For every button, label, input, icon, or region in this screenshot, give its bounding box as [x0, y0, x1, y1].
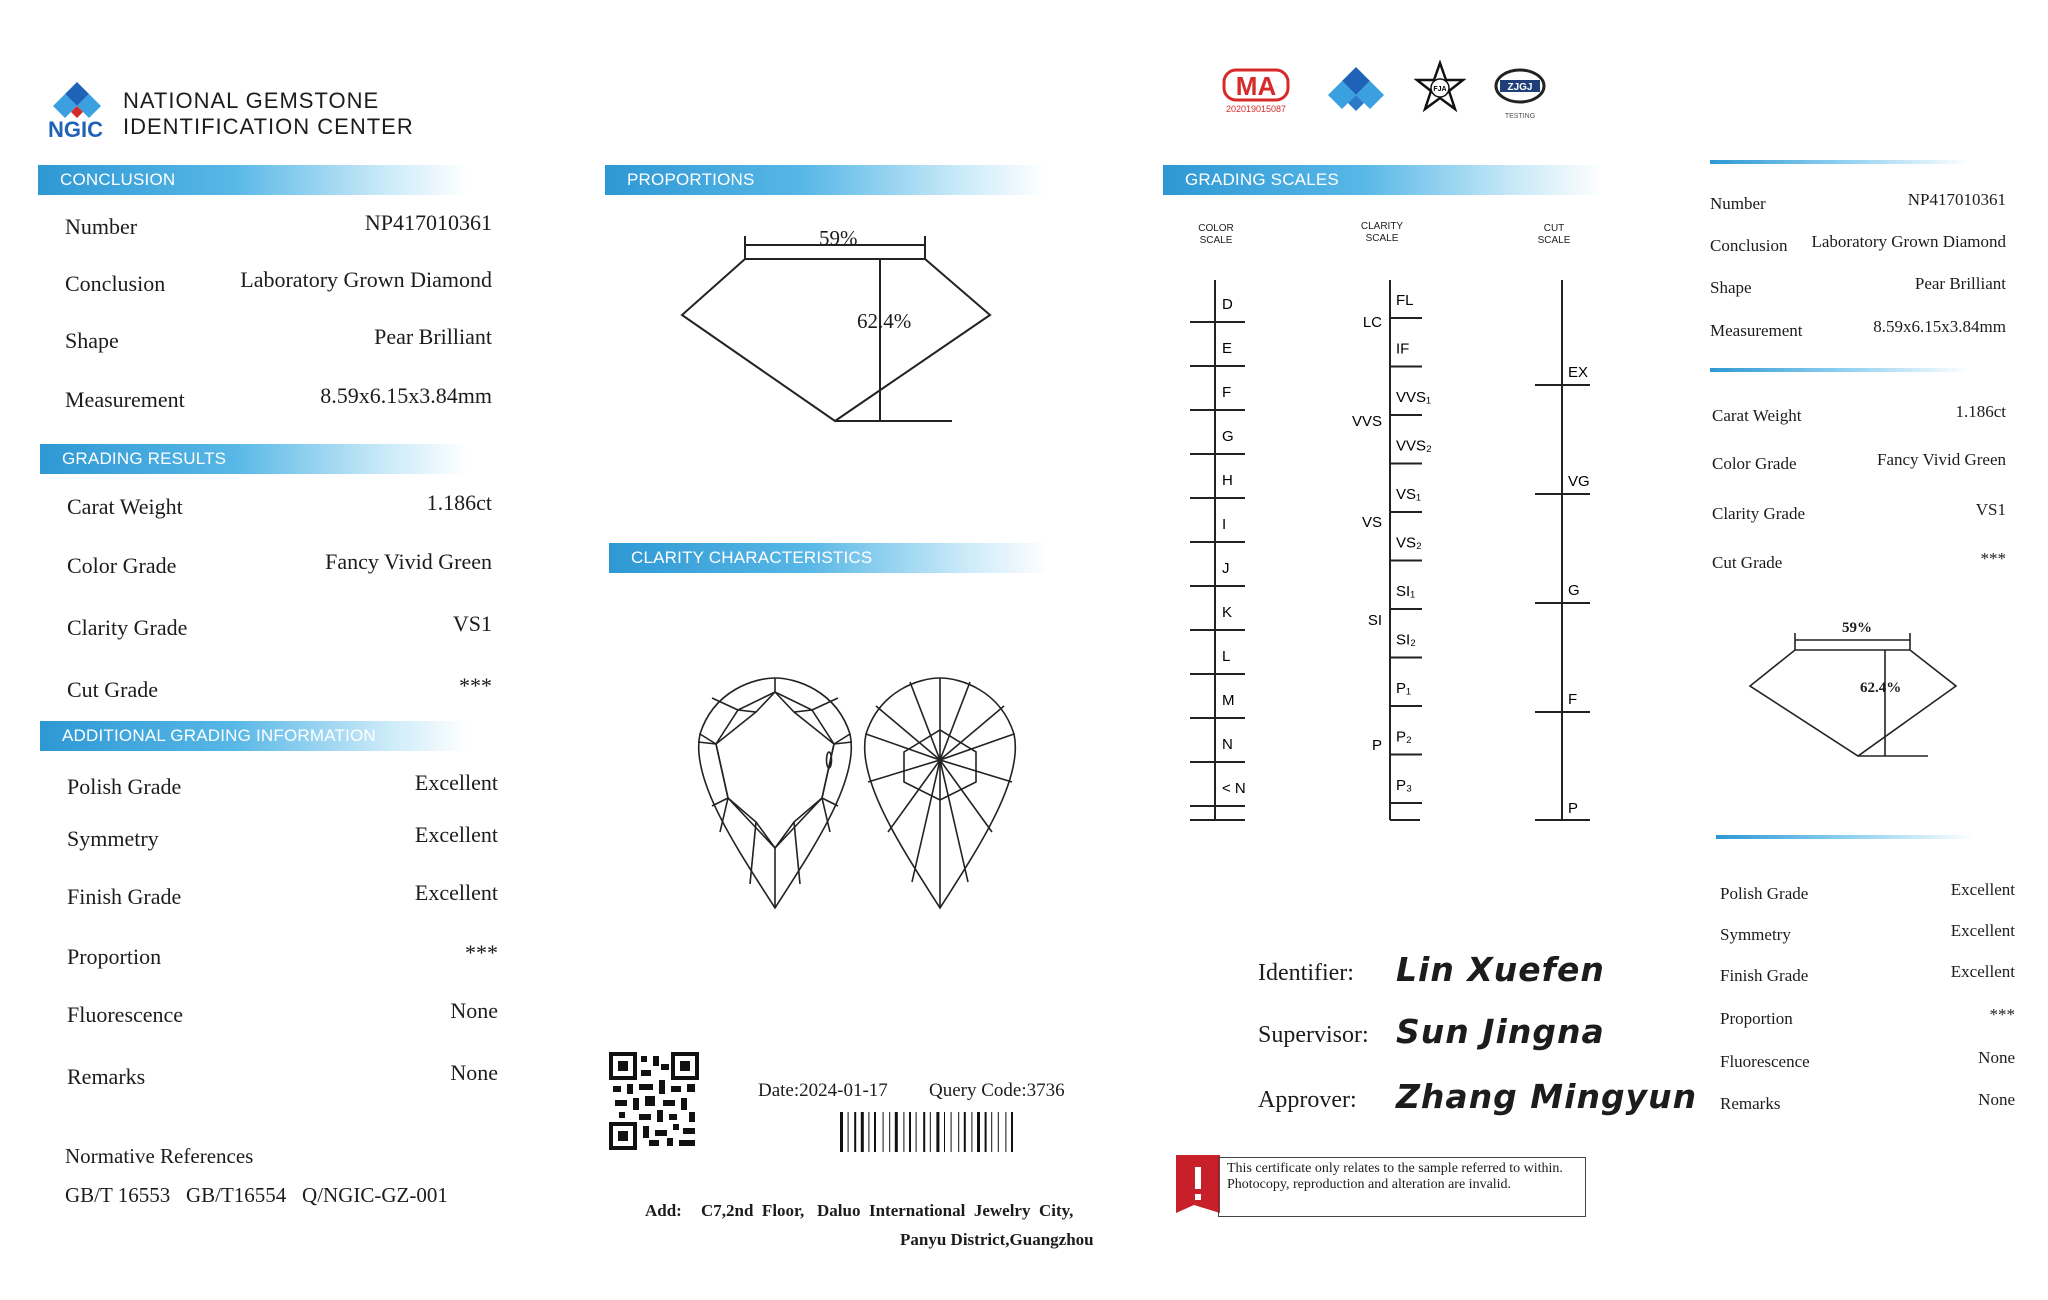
row-label: Carat Weight — [1712, 406, 1802, 425]
row-label: Measurement — [1710, 321, 1803, 340]
row-value: NP417010361 — [1907, 190, 2006, 209]
summary-proportion-diagram — [1740, 622, 1970, 762]
clarity-scale-title — [1356, 221, 1408, 245]
row-value: *** — [1989, 1005, 2015, 1024]
zjgj-mark-icon — [1492, 66, 1552, 122]
summary-depth-percentage: 62.4% — [1860, 680, 1902, 696]
color-grade-label: H — [1222, 472, 1233, 489]
signature-name: Zhang Mingyun — [1396, 1077, 1698, 1116]
zjgj-text: ZJGJ — [1507, 82, 1533, 93]
row-label: Fluorescence — [67, 1002, 184, 1027]
row-label: Remarks — [67, 1064, 146, 1089]
qr-code[interactable] — [609, 1052, 699, 1150]
barcode-bar — [991, 1112, 992, 1152]
row-label: Clarity Grade — [67, 615, 188, 640]
row-value: Pear Brilliant — [374, 324, 492, 349]
proportion-diagram — [670, 225, 1000, 435]
row-label: Shape — [1710, 278, 1752, 297]
address-line2: Panyu District,Guangzhou — [900, 1230, 1094, 1249]
grading-results-header: GRADING RESULTS — [40, 444, 468, 474]
grading-scales-chart — [1160, 260, 1620, 830]
ma-text: MA — [1235, 71, 1277, 101]
cut-scale-title — [1534, 223, 1574, 247]
row-value: *** — [459, 673, 492, 698]
row-label: Remarks — [1720, 1094, 1781, 1113]
depth-percentage: 62.4% — [857, 309, 912, 333]
row-value: NP417010361 — [364, 210, 492, 235]
clarity-grade-label: VVS₁ — [1396, 389, 1432, 406]
row-value: Laboratory Grown Diamond — [240, 267, 492, 292]
barcode-bar — [854, 1112, 856, 1152]
clarity-group-label: VVS — [1351, 413, 1382, 430]
clarity-grade-label: IF — [1396, 340, 1410, 358]
ngic-logo-icon — [52, 80, 102, 122]
clarity-plot-diagram — [690, 672, 1030, 912]
clarity-grade-label: P₁ — [1396, 680, 1412, 697]
row-value: Excellent — [1950, 880, 2015, 899]
color-grade-label: E — [1222, 340, 1233, 357]
clarity-grade-label: SI₂ — [1396, 631, 1416, 649]
barcode-bar — [958, 1112, 959, 1152]
row-value: None — [1978, 1048, 2015, 1067]
logo-abbr: NGIC — [48, 117, 103, 142]
cut-grade-label: EX — [1568, 364, 1589, 381]
org-name-line2: IDENTIFICATION CENTER — [123, 114, 414, 139]
signature-name: Sun Jingna — [1396, 1012, 1605, 1051]
clarity-grade-label: VS₂ — [1396, 534, 1422, 552]
normative-title: Normative References — [65, 1144, 254, 1168]
summary-rule-3 — [1716, 835, 1976, 839]
row-label: Conclusion — [65, 271, 166, 296]
row-value: VS1 — [1975, 500, 2006, 519]
barcode-bar — [868, 1112, 869, 1152]
clarity-characteristics-header: CLARITY CHARACTERISTICS — [609, 543, 1049, 573]
row-label: Polish Grade — [1720, 884, 1809, 903]
row-label: Cut Grade — [67, 677, 159, 702]
clarity-grade-label: P₃ — [1396, 777, 1413, 794]
row-label: Shape — [65, 328, 119, 353]
row-value: None — [1978, 1090, 2015, 1109]
row-value: None — [450, 998, 498, 1023]
row-label: Proportion — [1720, 1009, 1793, 1028]
clarity-grade-label: VVS₂ — [1396, 437, 1432, 455]
barcode-bar — [903, 1112, 904, 1152]
color-grade-label: J — [1222, 560, 1230, 577]
warning-icon — [1176, 1155, 1220, 1213]
row-label: Symmetry — [1720, 925, 1791, 944]
barcode-bar — [840, 1112, 843, 1152]
fja-text: FJA — [1433, 86, 1447, 93]
proportions-header: PROPORTIONS — [605, 165, 1045, 195]
clarity-group-label: P — [1371, 737, 1382, 754]
barcode-bar — [985, 1112, 987, 1152]
barcode-bar — [923, 1112, 925, 1152]
issue-date: Date:2024-01-17 — [758, 1080, 888, 1101]
pavilion-view — [865, 678, 1016, 908]
barcode-bar — [916, 1112, 917, 1152]
clarity-grade-label: VS₁ — [1396, 486, 1422, 503]
row-value: VS1 — [452, 611, 492, 636]
cut-grade-label: G — [1568, 582, 1580, 599]
row-label: Polish Grade — [67, 774, 182, 799]
cut-grade-label: F — [1568, 691, 1578, 708]
row-label: Finish Grade — [1720, 966, 1809, 985]
barcode-bar — [848, 1112, 849, 1152]
ngic-mark-icon — [1326, 65, 1386, 117]
row-value: Fancy Vivid Green — [325, 549, 492, 574]
color-grade-label: G — [1222, 428, 1234, 445]
row-value: 8.59x6.15x3.84mm — [320, 383, 492, 408]
color-grade-label: F — [1222, 384, 1232, 401]
row-label: Color Grade — [67, 553, 177, 578]
table-percentage: 59% — [819, 226, 858, 250]
row-value: 8.59x6.15x3.84mm — [1873, 317, 2006, 336]
color-grade-label: I — [1222, 516, 1227, 533]
signature-role: Identifier: — [1258, 960, 1354, 986]
notice-box — [1176, 1153, 1616, 1221]
row-label: Measurement — [65, 387, 185, 412]
barcode-bar — [930, 1112, 931, 1152]
barcode-bar — [883, 1112, 884, 1152]
summary-table-percentage: 59% — [1842, 620, 1872, 636]
cut-scale-title-line2: SCALE — [1537, 235, 1571, 246]
additional-header: ADDITIONAL GRADING INFORMATION — [40, 721, 468, 751]
row-label: Finish Grade — [67, 884, 182, 909]
barcode-bar — [861, 1112, 864, 1152]
color-scale-title — [1196, 223, 1236, 247]
row-value: Excellent — [1950, 962, 2015, 981]
row-value: Excellent — [414, 822, 498, 847]
barcode-bar — [895, 1112, 898, 1152]
row-label: Cut Grade — [1712, 553, 1783, 572]
row-value: Pear Brilliant — [1914, 274, 2006, 293]
color-scale-title-line1: COLOR — [1198, 223, 1234, 234]
barcode-bar — [874, 1112, 876, 1152]
clarity-grade-label: FL — [1396, 292, 1414, 309]
ma-number: 202019015087 — [1225, 104, 1287, 114]
cut-grade-label: VG — [1568, 473, 1590, 490]
row-value: Excellent — [414, 880, 498, 905]
barcode-bar — [936, 1112, 939, 1152]
barcode-bar — [909, 1112, 911, 1152]
row-label: Symmetry — [67, 826, 159, 851]
query-code: Query Code:3736 — [929, 1080, 1065, 1101]
testing-text: TESTING — [1504, 113, 1536, 120]
cut-scale-title-line1: CUT — [1543, 223, 1565, 234]
barcode-bar — [998, 1112, 999, 1152]
clarity-grade-label: SI₁ — [1396, 583, 1416, 600]
row-value: 1.186ct — [1955, 402, 2006, 421]
address-line1: C7,2nd Floor, Daluo International Jewelry City, — [701, 1201, 1074, 1220]
signature-role: Approver: — [1258, 1087, 1357, 1113]
barcode — [840, 1112, 1083, 1152]
address-label: Add: — [645, 1201, 682, 1220]
cma-mark-icon — [1220, 66, 1292, 116]
summary-rule-1 — [1710, 160, 1970, 164]
row-label: Carat Weight — [67, 494, 183, 519]
row-label: Fluorescence — [1720, 1052, 1810, 1071]
clarity-group-label: VS — [1361, 514, 1382, 531]
clarity-group-label: SI — [1367, 612, 1382, 629]
barcode-bar — [1011, 1112, 1013, 1152]
row-label: Conclusion — [1710, 236, 1788, 255]
clarity-grade-label: P₂ — [1396, 728, 1412, 746]
normative-refs: GB/T 16553 GB/T16554 Q/NGIC-GZ-001 — [65, 1183, 448, 1207]
color-scale-title-line2: SCALE — [1199, 235, 1233, 246]
fja-mark-icon — [1414, 60, 1466, 114]
conclusion-header: CONCLUSION — [38, 165, 468, 195]
cut-grade-label: P — [1568, 800, 1579, 817]
row-value: Excellent — [1950, 921, 2015, 940]
color-grade-label: K — [1222, 604, 1233, 621]
clarity-group-label: LC — [1362, 314, 1382, 331]
signature-role: Supervisor: — [1258, 1022, 1369, 1048]
color-grade-label: < N — [1222, 780, 1246, 797]
org-name-line1: NATIONAL GEMSTONE — [123, 88, 380, 113]
row-label: Proportion — [67, 944, 162, 969]
clarity-scale-title-line2: SCALE — [1365, 233, 1399, 244]
row-label: Color Grade — [1712, 454, 1797, 473]
row-value: None — [450, 1060, 498, 1085]
barcode-bar — [1005, 1112, 1006, 1152]
barcode-bar — [964, 1112, 966, 1152]
crown-view — [698, 678, 852, 908]
row-value: Fancy Vivid Green — [1877, 450, 2006, 469]
row-label: Number — [65, 214, 138, 239]
row-label: Clarity Grade — [1712, 504, 1805, 523]
summary-rule-2 — [1710, 368, 1970, 372]
color-grade-label: N — [1222, 736, 1233, 753]
barcode-bar — [889, 1112, 890, 1152]
color-grade-label: L — [1222, 648, 1231, 665]
row-value: *** — [1980, 549, 2006, 568]
color-grade-label: M — [1222, 692, 1235, 709]
row-value: Excellent — [414, 770, 498, 795]
row-value: 1.186ct — [426, 490, 492, 515]
row-value: *** — [465, 940, 498, 965]
clarity-scale-title-line1: CLARITY — [1360, 221, 1404, 232]
row-value: Laboratory Grown Diamond — [1811, 232, 2006, 251]
notice-text: This certificate only relates to the sample referred to within. Photocopy, reproduction and alteration are invalid. — [1218, 1157, 1586, 1217]
barcode-bar — [977, 1112, 980, 1152]
color-grade-label: D — [1222, 296, 1233, 313]
barcode-bar — [944, 1112, 945, 1152]
barcode-bar — [971, 1112, 972, 1152]
row-label: Number — [1710, 194, 1766, 213]
signature-name: Lin Xuefen — [1396, 950, 1605, 989]
barcode-bar — [951, 1112, 952, 1152]
grading-scales-header: GRADING SCALES — [1163, 165, 1603, 195]
